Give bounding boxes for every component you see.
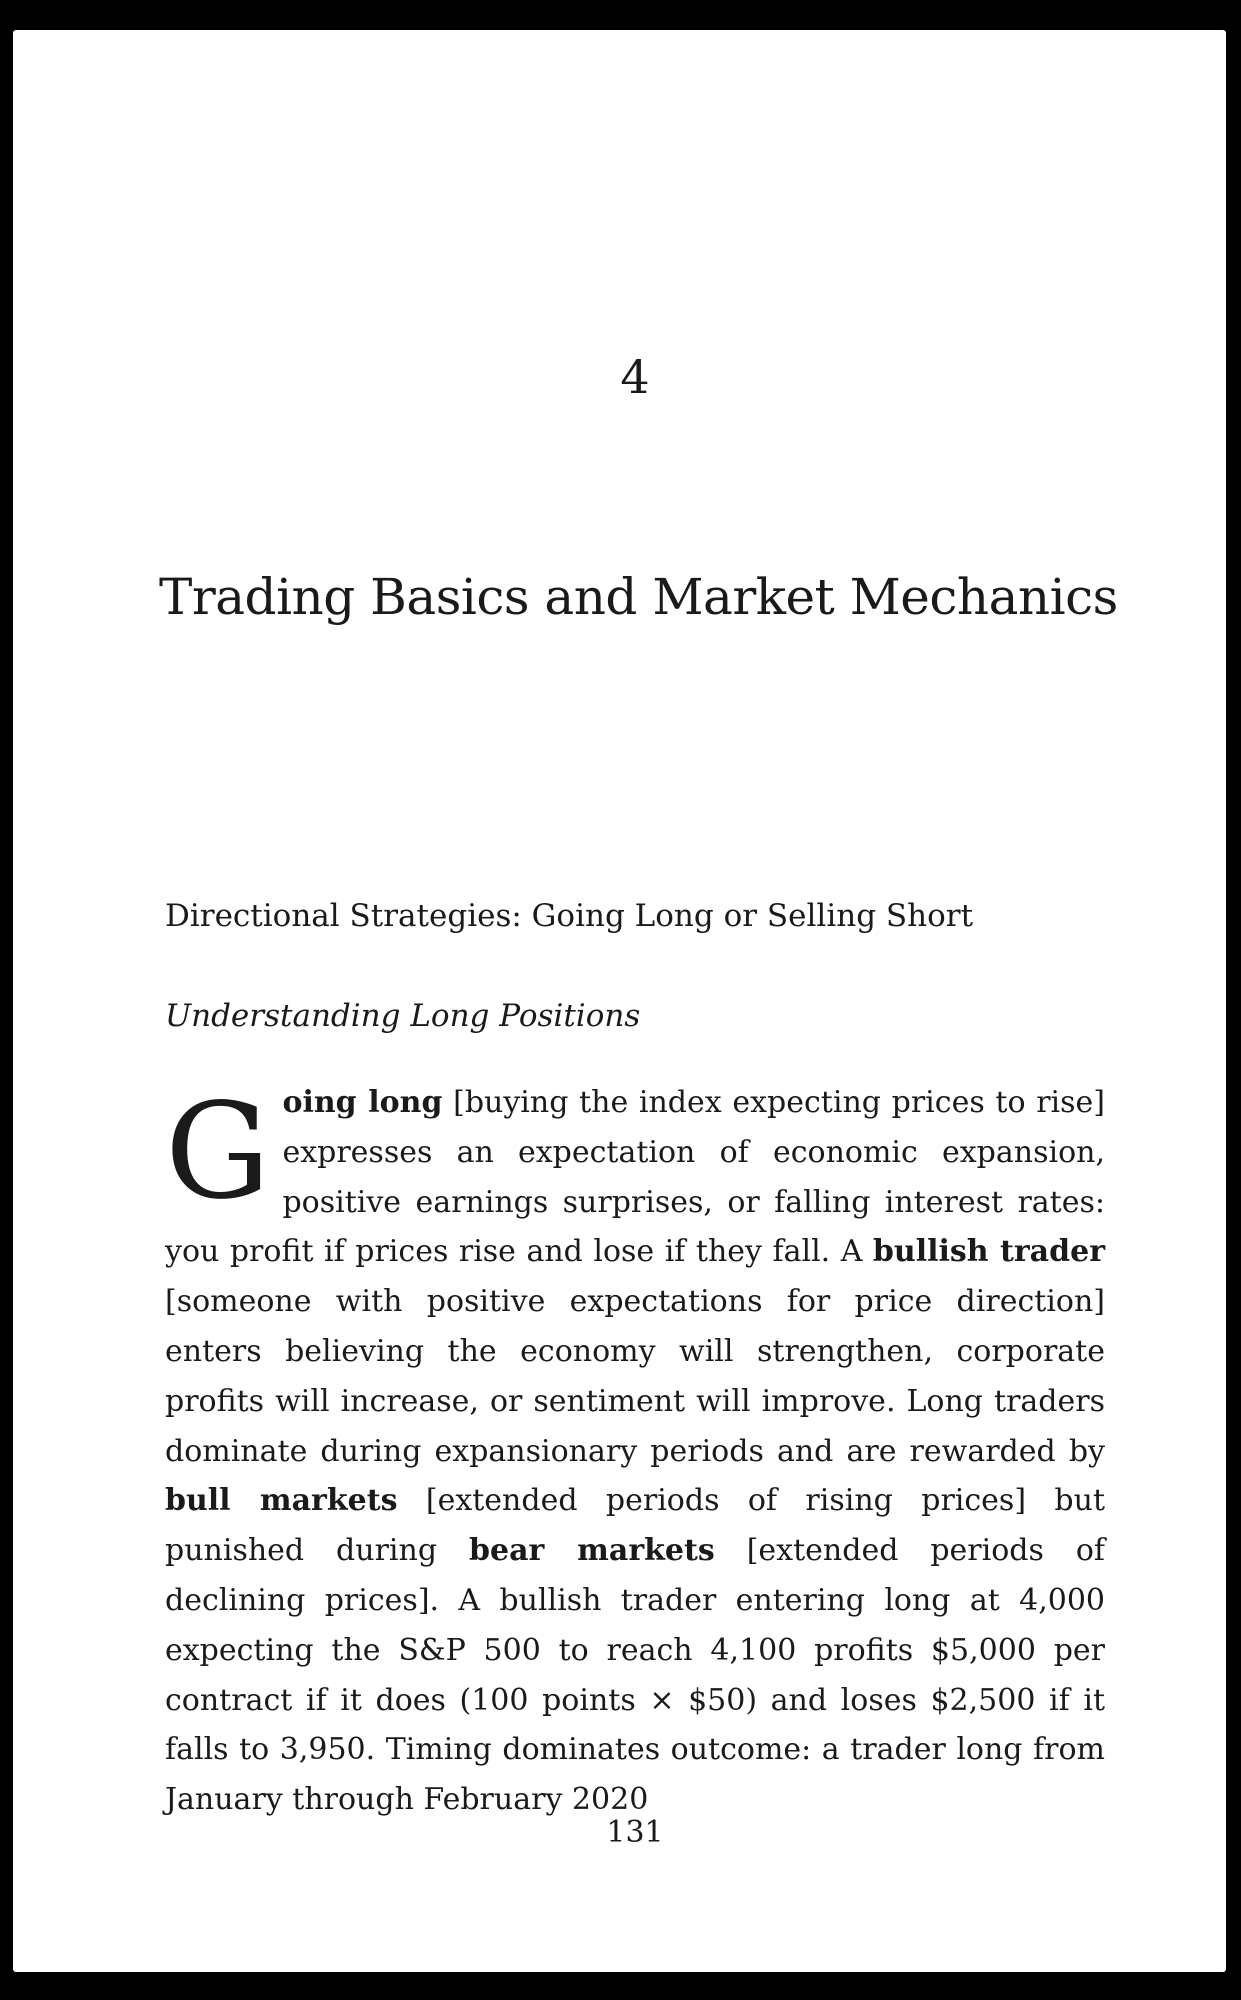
- term-bear-markets: bear markets: [469, 1533, 715, 1569]
- chapter-title: Trading Basics and Market Mechanics: [159, 568, 1118, 626]
- term-going-long: oing long: [282, 1085, 443, 1120]
- page-number: 131: [606, 1815, 664, 1850]
- body-segment-2: [someone with positive expectations for price direction] enters believing the economy will strengthen, corporate profits will increase, or sentiment will improve. Long traders dominate during expansionary periods and are rewarded by: [165, 1284, 1105, 1469]
- chapter-number: 4: [620, 350, 650, 404]
- subsection-heading: Understanding Long Positions: [165, 998, 641, 1034]
- page-content: [159, 30, 1118, 1972]
- body-segment-4: [extended periods of declining prices]. A bullish trader entering long at 4,000 expecting the S&P 500 to reach 4,100 profits $5,000 per contract if it does (100 points × $50) and loses $2,500 if it falls to 3,950. Timing dominates outcome: a trader long from January through February 2020: [165, 1533, 1106, 1818]
- body-segment-3: [extended periods of rising prices] but punished during: [165, 1483, 1105, 1569]
- term-bull-markets: bull markets: [165, 1483, 398, 1519]
- drop-cap: G: [165, 1075, 271, 1229]
- term-bullish-trader: bullish trader: [872, 1234, 1105, 1270]
- section-heading: Directional Strategies: Going Long or Selling Short: [165, 898, 974, 934]
- body-paragraph: [165, 1075, 1106, 1825]
- body-segment-1: [buying the index expecting prices to rise] expresses an expectation of economic expansion, positive earnings surprises, or falling interest rates: you profit if prices rise and lose if they fall. A: [165, 1085, 1105, 1270]
- book-page: [13, 30, 1226, 1972]
